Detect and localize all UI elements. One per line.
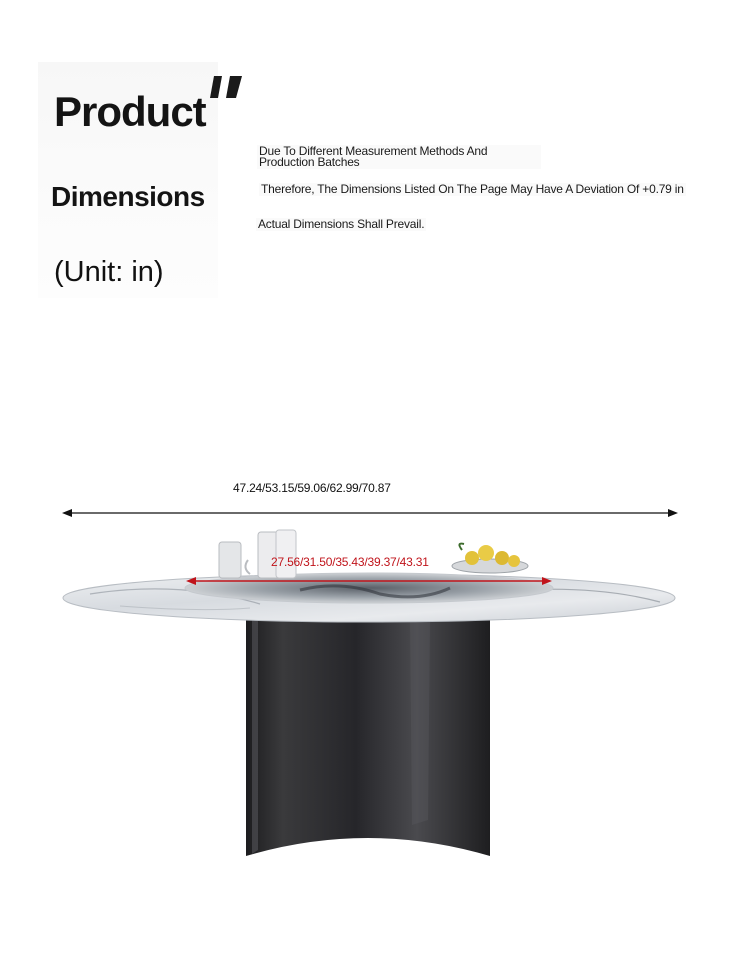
unit-label: (Unit: in) (54, 256, 164, 288)
overall-diameter-label: 47.24/53.15/59.06/62.99/70.87 (233, 481, 391, 495)
measurement-note-3: Actual Dimensions Shall Prevail. (258, 217, 425, 231)
fruit-3 (495, 551, 509, 565)
fruit-2 (478, 545, 494, 561)
table-base (246, 610, 490, 856)
table-illustration (0, 520, 750, 865)
fruit-4 (508, 555, 520, 567)
cup-2 (276, 530, 296, 578)
measurement-note-1: Due To Different Measurement Methods And Production Batches (257, 145, 541, 169)
overall-diameter-arrow (60, 505, 680, 521)
cup-1 (219, 542, 241, 578)
fruit-1 (465, 551, 479, 565)
lazy-susan-diameter-label: 27.56/31.50/35.43/39.37/43.31 (271, 555, 429, 569)
page-subtitle: Dimensions (51, 181, 205, 212)
measurement-note-2: Therefore, The Dimensions Listed On The Page May Have A Deviation Of +0.79 in (261, 182, 684, 196)
page-title: Product (54, 88, 206, 135)
quote-mark-icon (210, 76, 244, 100)
